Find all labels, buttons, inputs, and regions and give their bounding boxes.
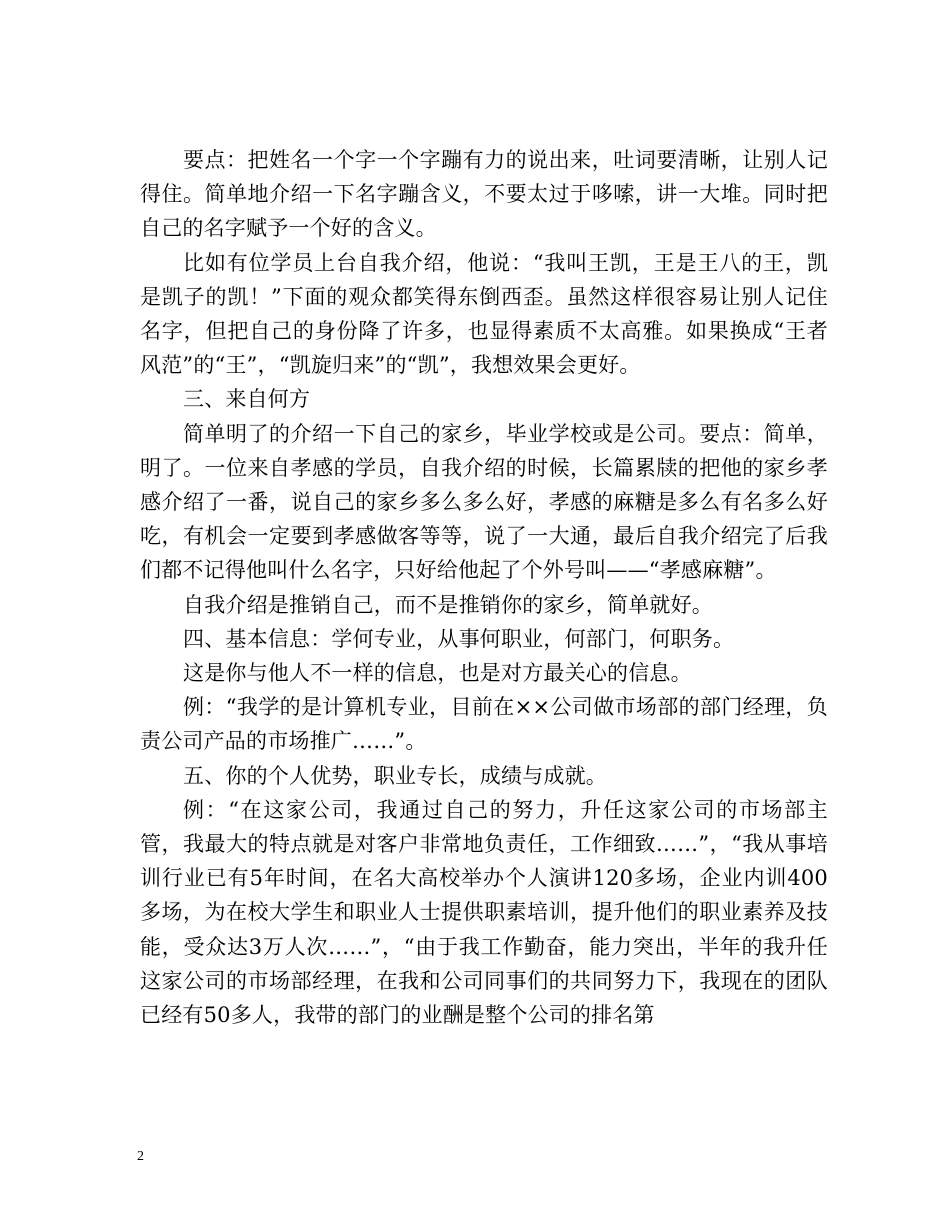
paragraph-basic-info-example: 例：“我学的是计算机专业，目前在××公司做市场部的部门经理，负责公司产品的市场推广……”。 <box>140 695 828 754</box>
paragraph-origin-description: 简单明了的介绍一下自己的家乡，毕业学校或是公司。要点：简单，明了。一位来自孝感的学员，自我介绍的时候，长篇累牍的把他的家乡孝感介绍了一番，说自己的家乡多么多么好，孝感的麻糖是多么有名多么好吃，有机会一定要到孝感做客等等，说了一大通，最后自我介绍完了后我们都不记得他叫什么名字，只好给他起了个外号叫——“孝感麻糖”。 <box>140 421 828 583</box>
body-text <box>140 143 828 1032</box>
paragraph-origin-summary: 自我介绍是推销自己，而不是推销你的家乡，简单就好。 <box>183 592 713 617</box>
section-heading-strengths: 五、你的个人优势，职业专长，成绩与成就。 <box>183 763 607 788</box>
paragraph-strengths-example: 例：“在这家公司，我通过自己的努力，升任这家公司的市场部主管，我最大的特点就是对客户非常地负责任，工作细致……”，“我从事培训行业已有5年时间，在名大高校举办个人演讲120多场，企业内训400多场，为在校大学生和职业人士提供职素培训，提升他们的职业素养及技能，受众达3万人次……”，“由于我工作勤奋，能力突出，半年的我升任这家公司的市场部经理，在我和公司同事们的共同努力下，我现在的团队已经有50多人，我带的部门的业酬是整个公司的排名第 <box>140 797 828 1028</box>
page-number: 2 <box>137 1149 144 1164</box>
section-heading-basic-info: 四、基本信息：学何专业，从事何职业，何部门，何职务。 <box>183 626 735 651</box>
paragraph-basic-info-note: 这是你与他人不一样的信息，也是对方最关心的信息。 <box>183 661 692 686</box>
paragraph-name-tips: 要点：把姓名一个字一个字蹦有力的说出来，吐词要清晰，让别人记得住。简单地介绍一下名字蹦含义，不要太过于哆嗦，讲一大堆。同时把自己的名字赋予一个好的含义。 <box>140 148 828 241</box>
section-heading-origin: 三、来自何方 <box>183 387 311 412</box>
paragraph-name-example: 比如有位学员上台自我介绍，他说：“我叫王凯，王是王八的王，凯是凯子的凯！”下面的观众都笑得东倒西歪。虽然这样很容易让别人记住名字，但把自己的身份降了许多，也显得素质不太高雅。如果换成“王者风范”的“王”，“凯旋归来”的“凯”，我想效果会更好。 <box>140 250 828 378</box>
